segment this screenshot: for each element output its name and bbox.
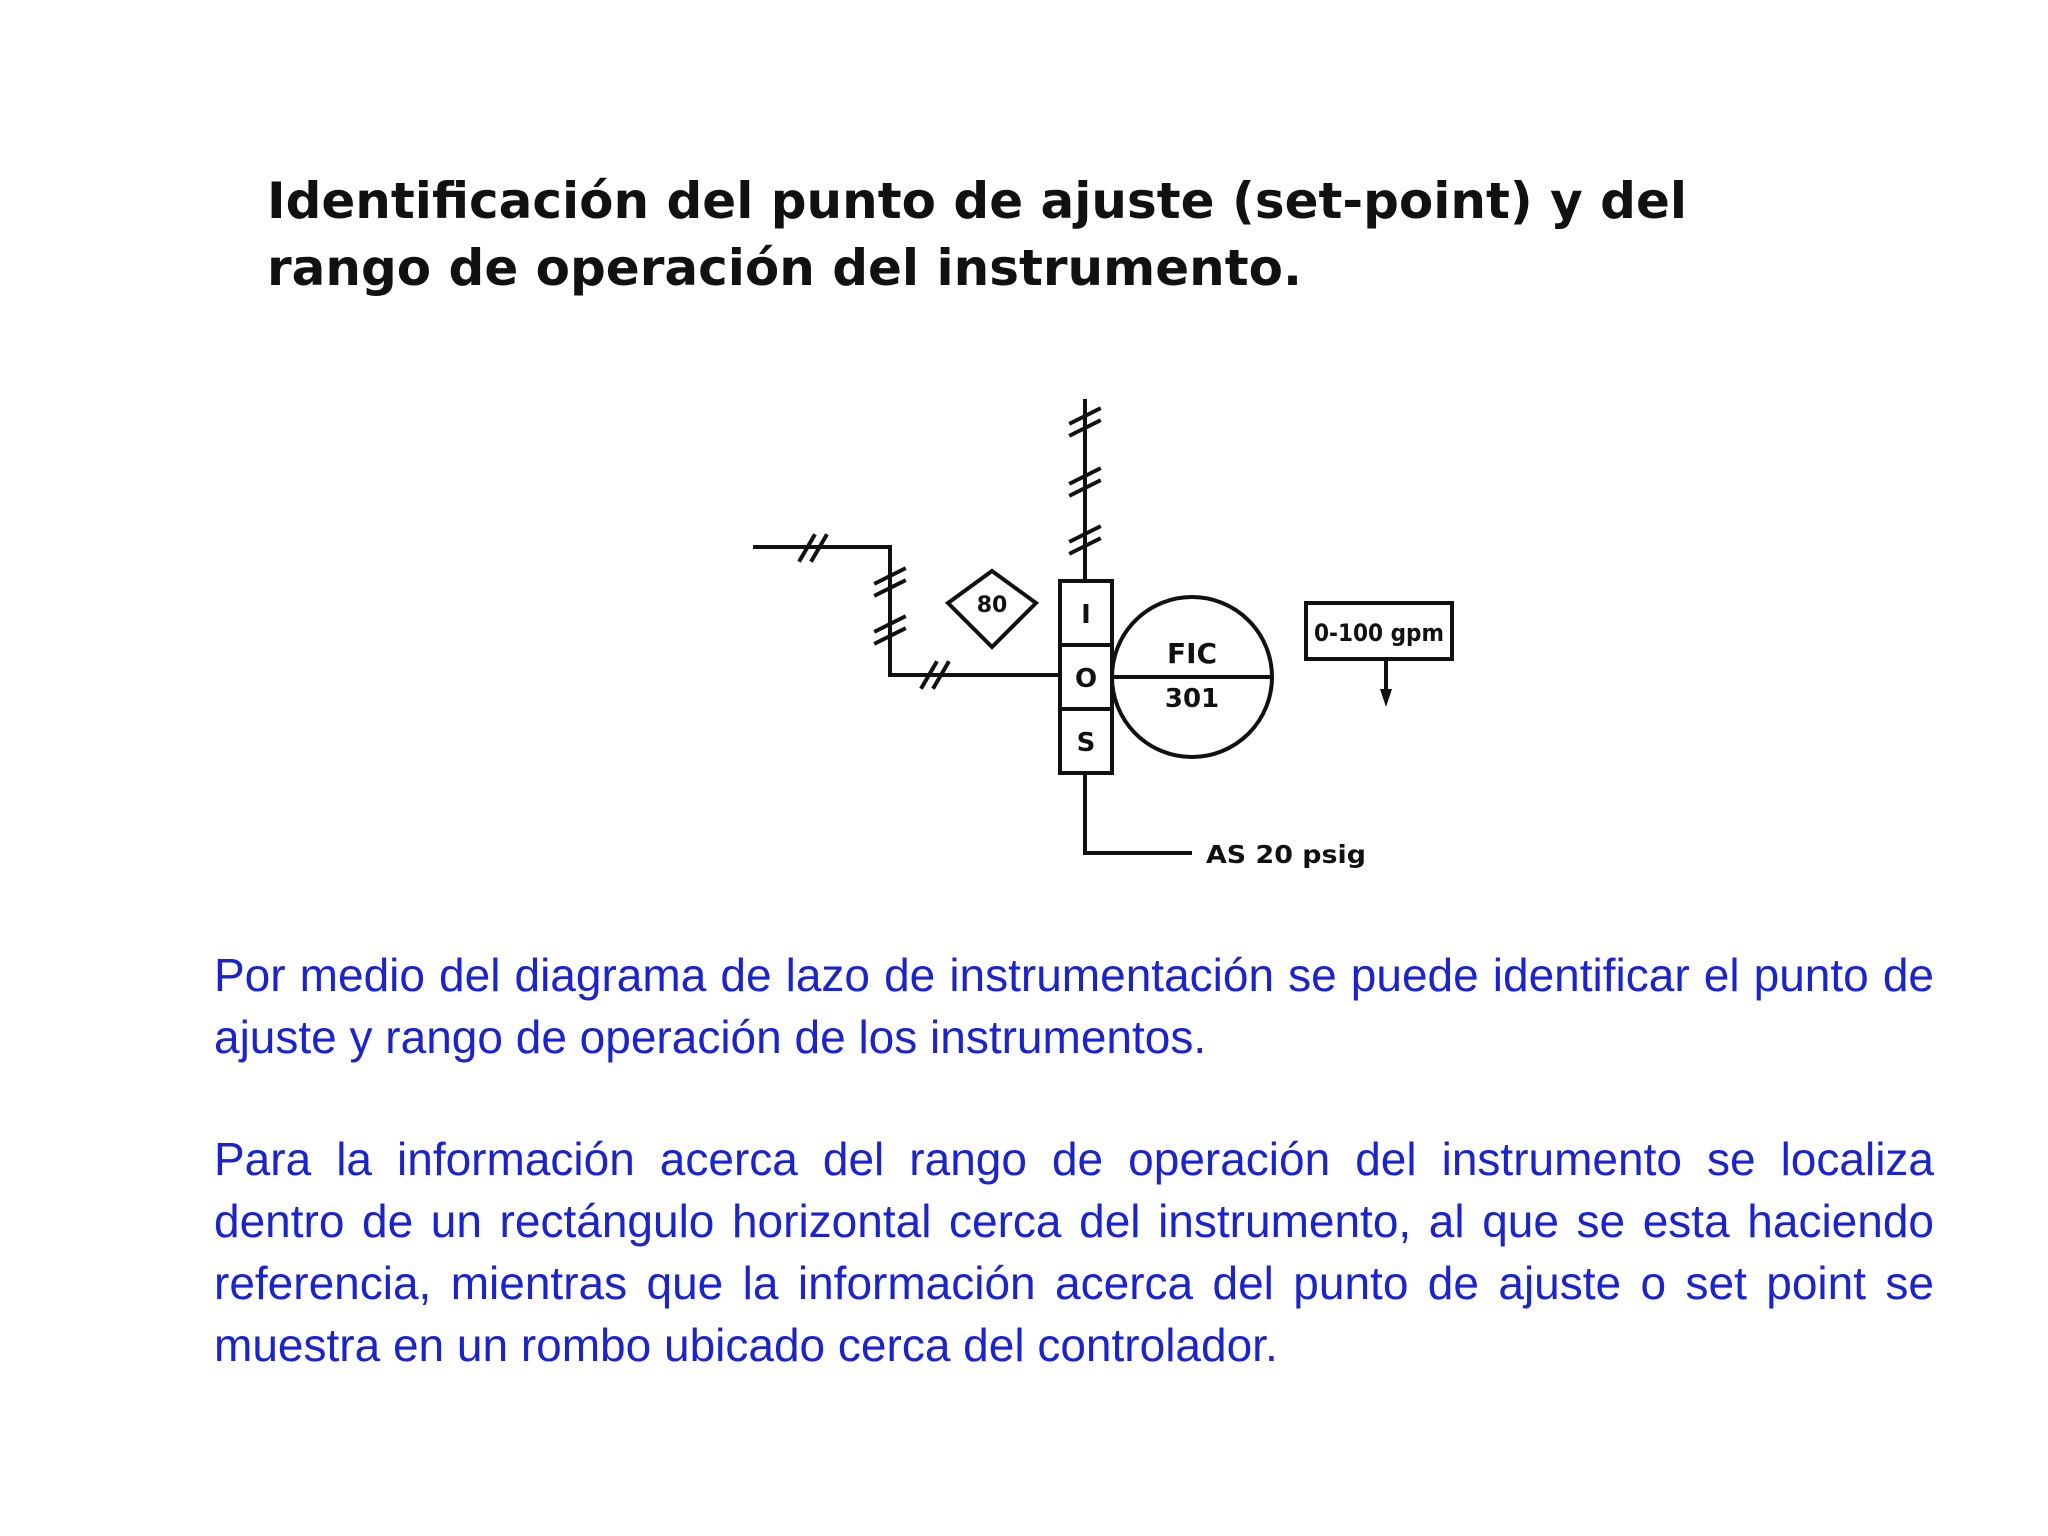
- title-line-2: rango de operación del instrumento.: [267, 239, 1302, 297]
- air-supply-line: [1085, 773, 1190, 853]
- range-label: 0-100 gpm: [1314, 619, 1444, 647]
- range-arrow-head: [1380, 689, 1392, 707]
- paragraph-2: Para la información acerca del rango de operación del instrumento se localiza dentro de un rectángulo horizontal cerca del instrumento, al que se esta haciendo referencia, mientras que la información acerca del punto de ajuste o set point se muestra en un rombo ubicado cerca del controlador.: [214, 1133, 1934, 1371]
- loop-diagram-svg: [740, 385, 1500, 885]
- slide-title: [267, 168, 1827, 302]
- title-line-1: Identificación del punto de ajuste (set-point) y del: [267, 172, 1688, 230]
- instrument-number: 301: [1164, 684, 1220, 714]
- io-label-input: I: [1081, 600, 1091, 630]
- io-label-output: O: [1074, 664, 1098, 694]
- instrument-loop-diagram: [740, 385, 1500, 885]
- air-supply-label: AS 20 psig: [1206, 840, 1366, 869]
- io-label-supply: S: [1076, 728, 1096, 758]
- instrument-tag: FIC: [1166, 637, 1218, 670]
- setpoint-value: 80: [976, 593, 1008, 618]
- paragraph-1: Por medio del diagrama de lazo de instrumentación se puede identificar el punto de ajuste y rango de operación de los instrumentos.: [214, 949, 1934, 1063]
